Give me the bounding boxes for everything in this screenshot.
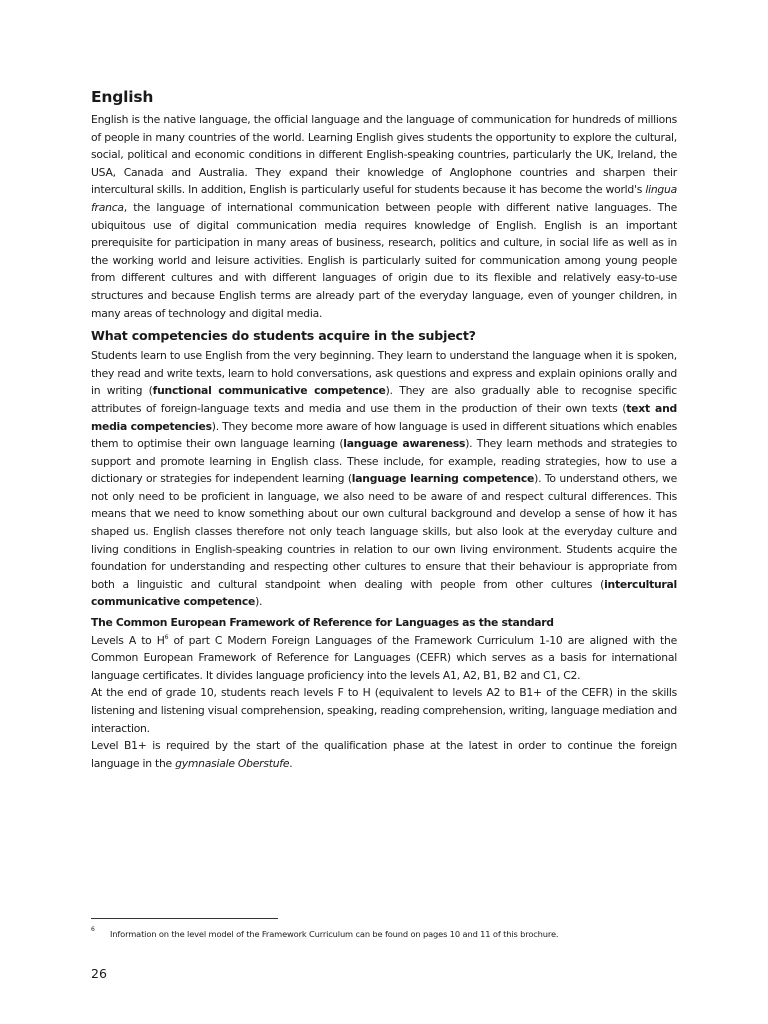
- intercultural-competence-bold: intercultural communicative competence: [91, 577, 677, 609]
- competencies-text-3: ). They become more aware of how language is used in different situations which enables them to optimise their own language learning (: [91, 419, 677, 451]
- competencies-paragraph: [91, 347, 677, 611]
- footnote-text: Information on the level model of the Framework Curriculum can be found on pages 10 and 11 of this brochure.: [110, 929, 559, 939]
- cefr-paragraph-1: [91, 632, 677, 685]
- page-content: [91, 88, 677, 772]
- competencies-heading: What competencies do students acquire in the subject?: [91, 328, 476, 344]
- text-media-competence-bold: text and media competencies: [91, 401, 677, 433]
- footnote-number: 6: [91, 926, 95, 933]
- competencies-text-1: Students learn to use English from the very beginning. They learn to understand the language when it is spoken, they read and write texts, learn to hold conversations, ask questions and express and explain opinions orally and in writing (: [91, 349, 677, 398]
- competencies-text-4: ). They learn methods and strategies to support and promote learning in English class. These include, for example, reading strategies, how to use a dictionary or strategies for independent learning (: [91, 437, 677, 486]
- learning-competence-bold: language learning competence: [351, 472, 535, 486]
- intro-text-1: English is the native language, the official language and the language of communication for hundreds of millions of people in many countries of the world. Learning English gives students the opportunity to explore the cultural, social, political and economic conditions in different English-speaking countries, particularly the UK, Ireland, the USA, Canada and Australia. They expand their knowledge of Anglophone countries and sharpen their intercultural skills. In addition, English is particularly useful for students because it has become the world's: [91, 113, 677, 197]
- competencies-text-2: ). They are also gradually able to recognise specific attributes of foreign-language texts and media and use them in the production of their own texts (: [91, 384, 677, 415]
- cefr-heading: The Common European Framework of Reference for Languages as the standard: [91, 616, 554, 630]
- page-number: 26: [91, 966, 107, 981]
- intro-paragraph: [91, 111, 677, 322]
- functional-competence-bold: functional communicative competence: [152, 384, 386, 398]
- cefr-paragraph-3: [91, 737, 677, 772]
- cefr-text-4: .: [289, 756, 293, 770]
- oberstufe-italic: gymnasiale Oberstufe: [175, 756, 290, 770]
- language-awareness-bold: language awareness: [343, 437, 466, 451]
- competencies-text-5: ). To understand others, we not only need to be proficient in language, we also need to be aware of and respect cultural differences. This means that we need to know something about our own cultural background and develop a sense of how it has shaped us. English classes therefore not only teach language skills, but also look at the everyday culture and living conditions in English-speaking countries in relation to our own living environment. Students acquire the foundation for understanding and respecting other cultures to ensure that their behaviour is appropriate from both a linguistic and cultural standpoint when dealing with people from other cultures (: [91, 472, 677, 591]
- competencies-text-6: ).: [255, 595, 263, 609]
- footnote-reference: 6: [164, 633, 169, 641]
- cefr-paragraph-2: At the end of grade 10, students reach levels F to H (equivalent to levels A2 to B1+ of the CEFR) in the skills listening and listening visual comprehension, speaking, reading comprehension, writing, language mediation and interaction.: [91, 686, 677, 735]
- lingua-franca-italic: lingua franca: [91, 183, 677, 214]
- cefr-text-1: Levels A to H: [91, 633, 165, 647]
- cefr-text-2: of part C Modern Foreign Languages of the Framework Curriculum 1-10 are aligned with the Common European Framework of Reference for Languages (CEFR) which serves as a basis for international language certificates. It divides language proficiency into the levels A1, A2, B1, B2 and C1, C2.: [91, 633, 677, 682]
- intro-text-2: , the language of international communication between people with different native languages. The ubiquitous use of digital communication media requires knowledge of English. English is an important prerequisite for participation in many areas of business, research, politics and culture, in social life as well as in the working world and leisure activities. English is particularly suited for communication among young people from different cultures and with different languages of origin due to its flexible and relatively easy-to-use structures and because English terms are already part of the everyday language, even of younger children, in many areas of technology and digital media.: [91, 200, 677, 320]
- cefr-text-3: Level B1+ is required by the start of the qualification phase at the latest in order to continue the foreign language in the: [91, 739, 677, 770]
- footnote-divider: [91, 918, 278, 919]
- page-title: English: [91, 88, 154, 106]
